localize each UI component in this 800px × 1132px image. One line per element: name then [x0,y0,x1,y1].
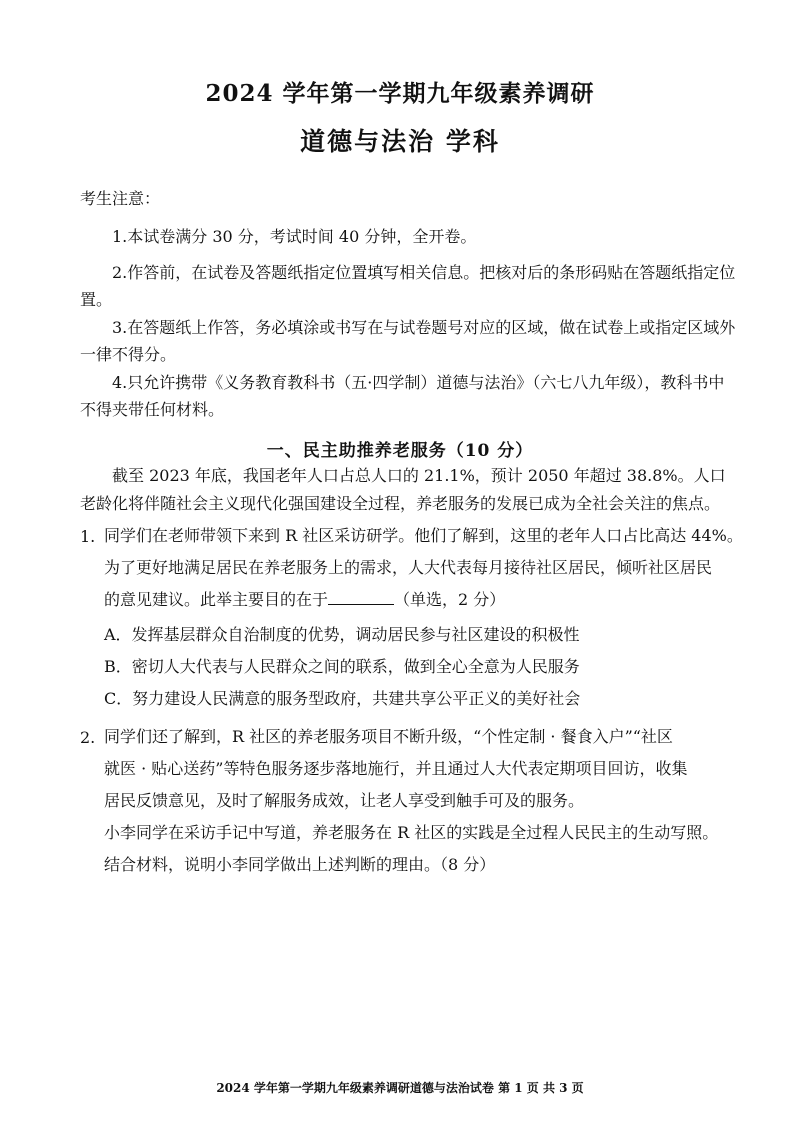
question-2-line-4: 小李同学在采访手记中写道，养老服务在 R 社区的实践是全过程人民民主的生动写照。 [104,823,719,842]
section-intro: 截至 2023 年底，我国老年人口占总人口的 21.1%，预计 2050 年超过 38.8%。人口老龄化将伴随社会主义现代化强国建设全过程，养老服务的发展已成为全社会关注的焦点。 [80,466,726,513]
notice-item-4: 4.只允许携带《义务教育教科书（五·四学制）道德与法治》（六七八九年级），教科书中不得夹带任何材料。 [80,373,725,419]
option-a: A．发挥基层群众自治制度的优势，调动居民参与社区建设的积极性 [104,625,580,644]
answer-blank [328,590,394,605]
page-footer: 2024 学年第一学期九年级素养调研道德与法治试卷 第 1 页 共 3 页 [216,1081,584,1095]
exam-title: 2024 学年第一学期九年级素养调研 [205,80,595,107]
question-1-line-3 [104,584,505,616]
notice-item-1: 1.本试卷满分 30 分，考试时间 40 分钟，全开卷。 [112,227,477,246]
question-1-number: 1. [80,527,96,546]
question-2-line-5: 结合材料，说明小李同学做出上述判断的理由。（8 分） [104,855,496,874]
option-b: B．密切人大代表与人民群众之间的联系，做到全心全意为人民服务 [104,657,580,676]
question-1-type: （单选，2 分） [394,590,506,609]
question-1-line-1: 同学们在老师带领下来到 R 社区采访研学。他们了解到，这里的老年人口占比高达 44%。 [104,526,743,545]
option-c: C．努力建设人民满意的服务型政府，共建共享公平正义的美好社会 [104,689,581,708]
notice-item-2: 2.作答前，在试卷及答题纸指定位置填写相关信息。把核对后的条形码贴在答题纸指定位置。 [80,263,736,309]
question-1-line-2: 为了更好地满足居民在养老服务上的需求，人大代表每月接待社区居民，倾听社区居民 [104,558,713,577]
question-2-line-3: 居民反馈意见，及时了解服务成效，让老人享受到触手可及的服务。 [104,791,585,810]
question-1-stem-end: 的意见建议。此举主要目的在于 [104,590,329,609]
notice-item-3: 3.在答题纸上作答，务必填涂或书写在与试卷题号对应的区域，做在试卷上或指定区域外一律不得分。 [80,318,736,364]
section-heading: 一、民主助推养老服务（10 分） [266,441,534,461]
notice-heading: 考生注意： [80,189,161,208]
question-2-number: 2. [80,728,96,747]
subject-title: 道德与法治 学科 [300,127,500,156]
question-2-line-1: 同学们还了解到，R 社区的养老服务项目不断升级，“个性定制 · 餐食入户”“社区 [104,727,673,746]
question-2-line-2: 就医 · 贴心送药”等特色服务逐步落地施行，并且通过人大代表定期项目回访，收集 [104,759,688,778]
